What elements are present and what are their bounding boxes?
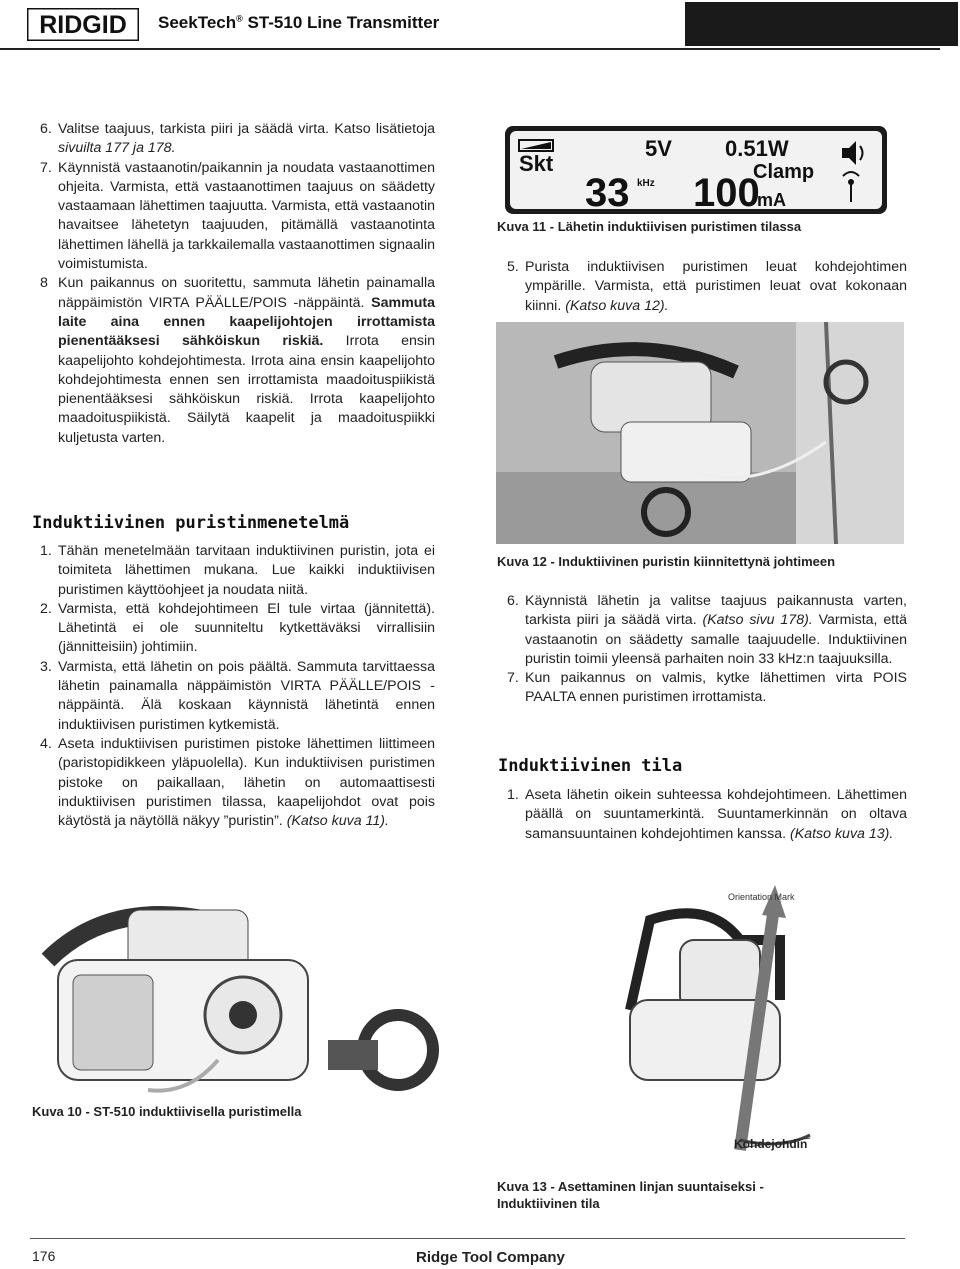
- display-mode: Clamp: [753, 161, 815, 183]
- display-current: 100: [693, 171, 760, 214]
- display-frequency: 33: [585, 171, 630, 214]
- figure-caption: Kuva 12 - Induktiivinen puristin kiinnitettynä johtimeen: [497, 554, 836, 569]
- figure-caption: Kuva 11 - Lähetin induktiivisen puristimen tilassa: [497, 219, 802, 234]
- display-sym: Skt: [519, 151, 554, 176]
- header-dark-block: [685, 2, 958, 46]
- footer-rule: [30, 1238, 905, 1239]
- display-current-unit: mA: [757, 190, 787, 210]
- orientation-mark-label: Orientation Mark: [728, 892, 795, 902]
- display-frequency-unit: kHz: [637, 178, 655, 189]
- list-item: 2. Varmista, että kohdejohtimeen El tule virtaa (jännitettä). Lähetintä ei ole suunniteltu kytkettäväksi virrallisiin (jännitteisiin) johtimiin.: [40, 600, 435, 656]
- list-item: 1. Tähän menetelmään tarvitaan induktiivinen puristin, jota ei toimiteta lähettimen mukana. Lue kaikki induktiivisen puristimen käyttöohjeet ja noudata niitä.: [40, 543, 435, 598]
- section-heading: Induktiivinen tila: [498, 756, 683, 776]
- ridgid-logo: [27, 8, 139, 41]
- right-section2: [497, 786, 907, 844]
- left-column-top: [30, 120, 435, 448]
- svg-text:RIDGID: RIDGID: [39, 11, 127, 39]
- display-voltage: 5V: [645, 136, 672, 161]
- display-power: 0.51W: [725, 136, 789, 161]
- list-item: 7. Kun paikannus on valmis, kytke lähettimen virta POIS PAALTA ennen puristimen irrottamista.: [507, 670, 907, 706]
- list-item: 1. Aseta lähetin oikein suhteessa kohdejohtimeen. Lähettimen päällä on suuntamerkintä. Suuntamerkinnän on oltava samansuuntainen kohdejohtimen kanssa. (Katso kuva 13).: [507, 787, 907, 842]
- clamp-on-conductor-photo: [496, 322, 904, 544]
- list-item: 7. Käynnistä vastaanotin/paikannin ja noudata vastaanottimen ohjeita. Varmista, että vastaanottimen taajuus on säädetty vastaamaan lähettimen taajuutta. Varmista, että vastaanotin havaitsee lähetetyn taajuuden, pitämällä vastaanotinta lähettimen lähellä ja tarkkailemalla vastaanottimen signaalin voimistumista.: [40, 159, 435, 273]
- page-header: [0, 0, 960, 48]
- right-items: [497, 592, 907, 708]
- orientation-photo: [590, 880, 820, 1170]
- figure-caption: Kuva 13 - Asettaminen linjan suuntaiseksi - Induktiivinen tila: [497, 1179, 764, 1211]
- target-conductor-label: Kohdejohdin: [734, 1137, 808, 1151]
- left-column-section1: [30, 542, 435, 831]
- list-item: 4. Aseta induktiivisen puristimen pistoke lähettimen liittimeen (paristopidikkeen yläpuolella). Kun induktiivisen puristimen pistoke on paikallaan, lähetin on automaattisesti induktiivisen puristimen tilassa, kaapelijohdot ovat pois käytöstä ja näytöllä näkyy ”puristin”. (Katso kuva 11).: [40, 735, 435, 830]
- header-rule: [0, 48, 940, 50]
- right-item-5: [497, 258, 907, 316]
- figure-caption: Kuva 10 - ST-510 induktiivisella puristimella: [32, 1104, 302, 1119]
- company-name: Ridge Tool Company: [416, 1249, 565, 1266]
- list-item: 5. Purista induktiivisen puristimen leuat kohdejohtimen ympärille. Varmista, että puristimen leuat ovat kokonaan kiinni. (Katso kuva 12).: [507, 259, 907, 314]
- section-heading: Induktiivinen puristinmenetelmä: [32, 513, 350, 533]
- transmitter-with-clamp-photo: [28, 900, 448, 1095]
- list-item: 8 Kun paikannus on suoritettu, sammuta lähetin painamalla näppäimistön VIRTA PÄÄLLE/POIS -näppäintä. Sammuta laite aina ennen kaapelijohtojen irrottamista pienentääksesi sähköiskun riskiä. Irrota ensin kaapelijohto kohdejohtimesta. Irrota aina ensin kaapelijohto kohdejohtimesta ennen sen irrottamista maadoituspiikistä pienentääksesi sähköiskun riskiä. Irrota kaapelijohto maadoituspiikistä. Säilytä kaapelit ja maadoituspiikki kuljetusta varten.: [40, 275, 435, 446]
- document-title: SeekTech® ST-510 Line Transmitter: [158, 13, 440, 32]
- list-item: 3. Varmista, että lähetin on pois päältä. Sammuta tarvittaessa lähetin painamalla näppäimistön VIRTA PÄÄLLE/POIS -näppäintä. Älä koskaan käynnistä lähetintä ennen induktiivisen puristimen kytkemistä.: [40, 658, 435, 733]
- page-number: 176: [32, 1248, 56, 1264]
- transmitter-display-figure: [505, 126, 887, 214]
- list-item: 6. Käynnistä lähetin ja valitse taajuus paikannusta varten, tarkista piiri ja säädä virta. (Katso sivu 178). Varmista, että vastaanotin on säädetty samalle taajuudelle. Induktiivinen puristin toimii yleensä parhaiten noin 33 kHz:n taajuuksilla.: [507, 593, 907, 667]
- list-item: 6. Valitse taajuus, tarkista piiri ja säädä virta. Katso lisätietoja sivuilta 177 ja 178.: [40, 121, 435, 157]
